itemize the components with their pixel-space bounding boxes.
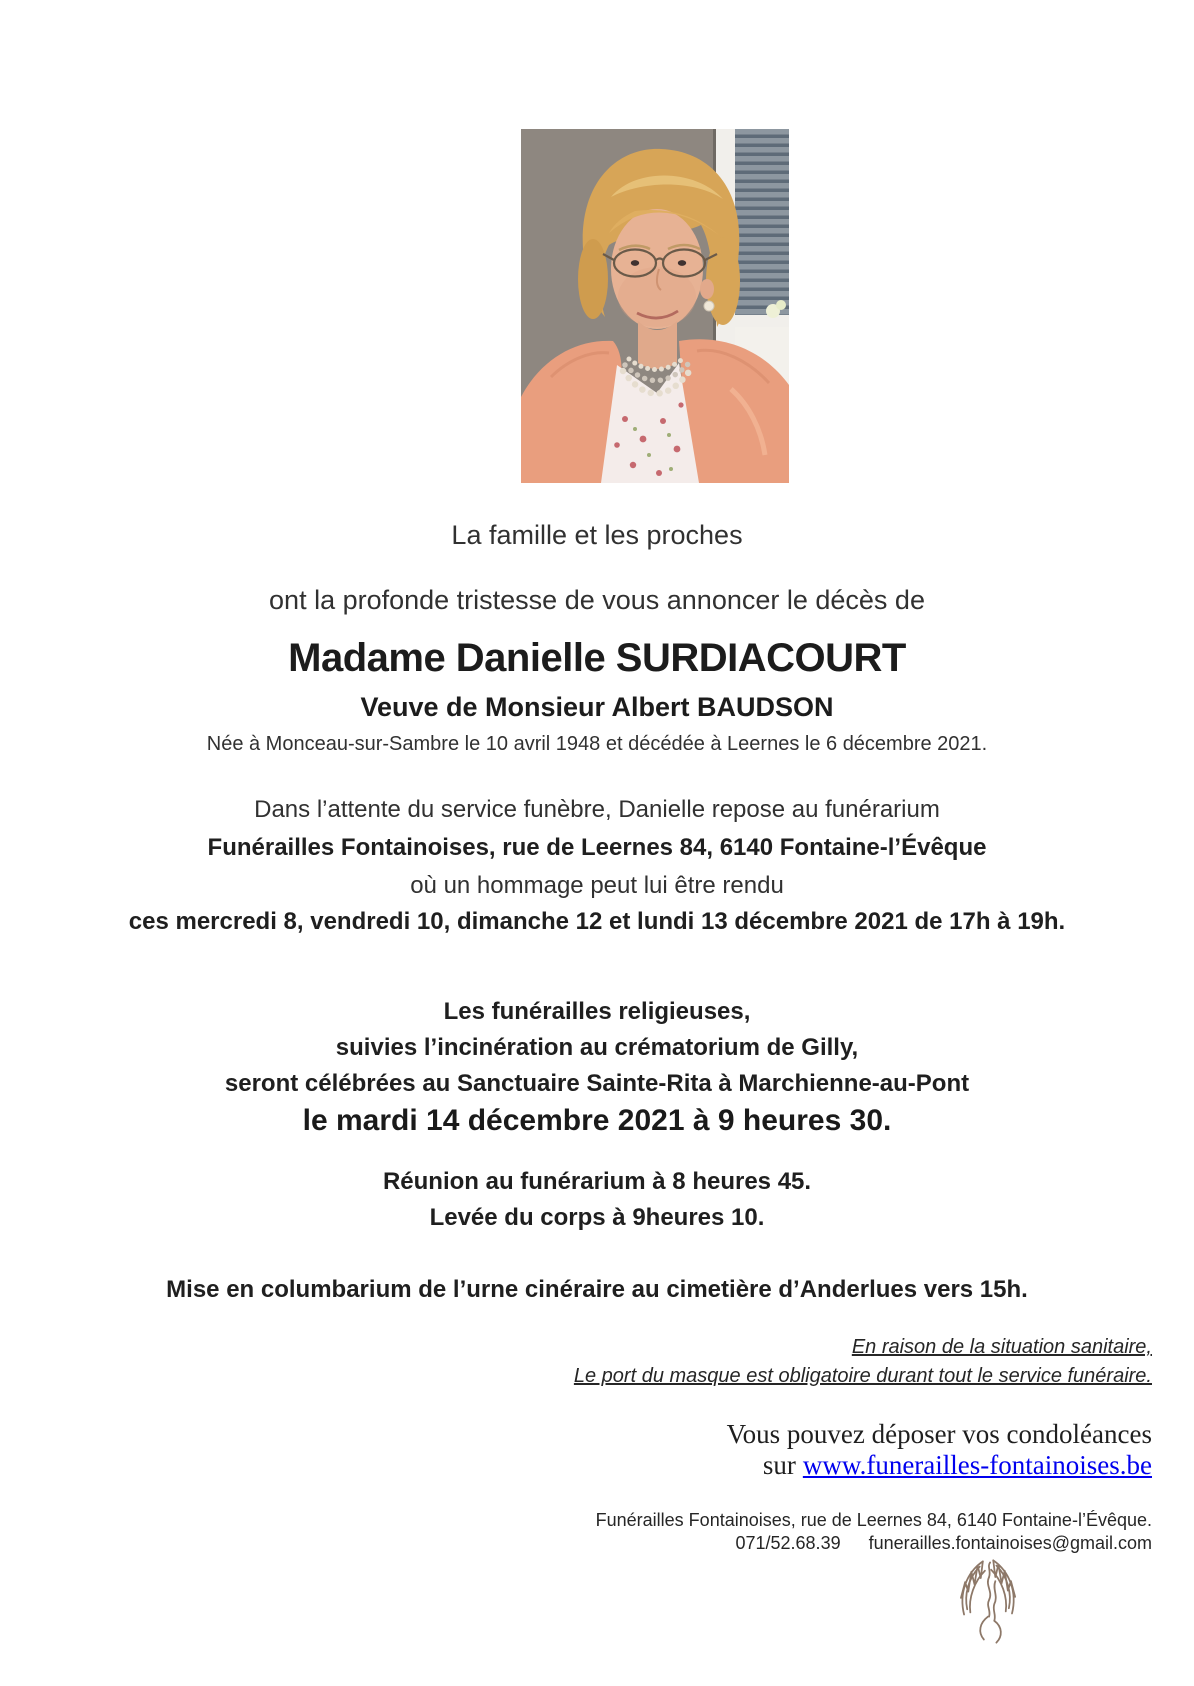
footer-email: funerailles.fontainoises@gmail.com <box>868 1533 1152 1553</box>
sanitary-notice-line-1: En raison de la situation sanitaire, <box>851 1336 1152 1358</box>
condolences-link-prefix: sur <box>762 1450 796 1480</box>
columbarium-line: Mise en columbarium de l’urne cinéraire au cimetière d’Anderlues vers 15h. <box>166 1276 1028 1303</box>
intro-line-2: ont la profonde tristesse de vous annoncer le décès de <box>269 585 925 615</box>
footer-phone: 071/52.68.39 <box>735 1533 841 1553</box>
widow-line: Veuve de Monsieur Albert BAUDSON <box>360 692 834 722</box>
levee-line: Levée du corps à 9heures 10. <box>429 1204 765 1231</box>
ceremony-line-1: Les funérailles religieuses, <box>443 998 751 1025</box>
ceremony-line-3: seront célébrées au Sanctuaire Sainte-Rita à Marchienne-au-Pont <box>224 1070 970 1097</box>
funerarium-line-1: Dans l’attente du service funèbre, Danielle repose au funérarium <box>254 796 940 823</box>
website-link[interactable]: www.funerailles-fontainoises.be <box>802 1450 1152 1480</box>
footer-address: Funérailles Fontainoises, rue de Leernes 84, 6140 Fontaine-l’Évêque. <box>595 1510 1152 1530</box>
portrait-photo-illustration <box>521 129 789 483</box>
condolences-line: Vous pouvez déposer vos condoléances <box>726 1419 1152 1449</box>
funerarium-line-3: où un hommage peut lui être rendu <box>410 872 784 899</box>
phoenix-logo <box>948 1552 1026 1652</box>
condolences-link-line <box>763 1450 1152 1481</box>
funerarium-visiting-days: ces mercredi 8, vendredi 10, dimanche 12 et lundi 13 décembre 2021 de 17h à 19h. <box>128 908 1066 935</box>
meeting-line: Réunion au funérarium à 8 heures 45. <box>382 1168 812 1195</box>
ceremony-date-line: le mardi 14 décembre 2021 à 9 heures 30. <box>302 1104 892 1137</box>
phoenix-wings-icon <box>948 1552 1026 1652</box>
funerarium-address-line: Funérailles Fontainoises, rue de Leernes 84, 6140 Fontaine-l’Évêque <box>207 834 987 861</box>
footer-contact-line <box>735 1533 1152 1554</box>
deceased-name: Madame Danielle SURDIACOURT <box>288 636 906 680</box>
intro-line-1: La famille et les proches <box>451 520 743 550</box>
portrait-photo <box>521 129 789 483</box>
ceremony-line-2: suivies l’incinération au crématorium de Gilly, <box>335 1034 859 1061</box>
sanitary-notice-line-2: Le port du masque est obligatoire durant tout le service funéraire. <box>573 1365 1152 1387</box>
birth-death-line: Née à Monceau-sur-Sambre le 10 avril 1948 et décédée à Leernes le 6 décembre 2021. <box>206 733 988 755</box>
